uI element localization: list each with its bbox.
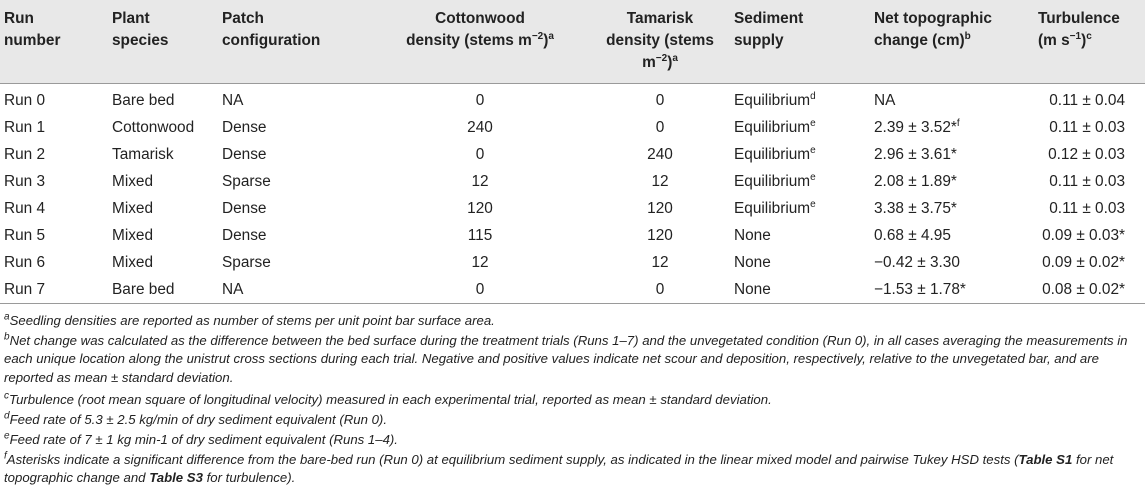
cell-net-change: 2.08 ± 1.89* bbox=[874, 173, 957, 190]
header-sediment-supply: Sediment supply bbox=[734, 10, 804, 49]
cell-patch: Sparse bbox=[222, 173, 271, 190]
table-body bbox=[0, 84, 1145, 304]
footnote-a: $^a$Seedling densities are reported as number of stems per unit point bar surface area. bbox=[4, 311, 495, 328]
cell-net-change: −1.53 ± 1.78* bbox=[870, 276, 1034, 304]
cell-species: Bare bed bbox=[108, 276, 218, 304]
footnote-c: $^c$Turbulence (root mean square of longitudinal velocity) measured in each experimental trial, reported as mean ± standard deviation. bbox=[4, 390, 772, 407]
cell-run: Run 3 bbox=[4, 173, 46, 190]
cell-tamarisk: 12 bbox=[651, 173, 669, 190]
cell-patch: NA bbox=[222, 92, 244, 109]
table-row bbox=[0, 141, 1145, 168]
cell-cottonwood: 240 bbox=[467, 119, 493, 136]
cell-turbulence: 0.09 ± 0.02* bbox=[1042, 254, 1125, 271]
cell-sediment: None bbox=[734, 227, 771, 244]
cell-species: Mixed bbox=[112, 173, 154, 190]
footnote-f: $^f$Asterisks indicate a significant difference from the bare-bed run (Run 0) at equilibrium sediment supply, as indicated in the linear mixed model and pairwise Tukey HSD tests (Table S1 for net topographic change and Table S3 for turbulence). bbox=[4, 450, 1114, 486]
cell-turbulence: 0.11 ± 0.03 bbox=[1049, 173, 1125, 190]
table-row bbox=[0, 84, 1145, 115]
cell-species: Mixed bbox=[112, 200, 154, 217]
cell-run: Run 1 bbox=[4, 119, 46, 136]
table-row bbox=[0, 114, 1145, 141]
header-tamarisk-density: Tamarisk density (stems $m^{-2})^a$ bbox=[606, 10, 714, 71]
cell-net-change: 0.68 ± 4.95 bbox=[874, 227, 951, 244]
cell-species: Tamarisk bbox=[112, 146, 174, 163]
cell-net-change: NA bbox=[874, 92, 896, 109]
cell-tamarisk: 0 bbox=[590, 276, 730, 304]
cell-cottonwood: 12 bbox=[471, 173, 489, 190]
cell-run: Run 7 bbox=[0, 276, 108, 304]
header-turbulence: Turbulence (m $s^{-1})^c$ bbox=[1038, 10, 1120, 49]
cell-net-change: 3.38 ± 3.75* bbox=[874, 200, 957, 217]
cell-run: Run 6 bbox=[4, 254, 46, 271]
cell-sediment: Equilibrium$^e$ bbox=[734, 144, 816, 163]
header-net-topographic-change: Net topographic change (cm)$^b$ bbox=[874, 10, 992, 49]
cell-tamarisk: 0 bbox=[655, 119, 665, 136]
table-header bbox=[0, 0, 1145, 84]
cell-turbulence: 0.12 ± 0.03 bbox=[1048, 146, 1125, 163]
cell-sediment: Equilibrium$^d$ bbox=[734, 90, 816, 109]
cell-tamarisk: 120 bbox=[647, 227, 673, 244]
cell-patch: Dense bbox=[222, 227, 267, 244]
footnote-b: $^b$Net change was calculated as the difference between the bed surface during the treatment trials (Runs 1–7) and the unvegetated condition (Run 0), in all cases averaging the measurements in each unique location along the unistrut cross sections during each trial. Negative and positive values indicate net scour and deposition, respectively, relative to the unvegetated bar, and are reported as mean ± standard deviation. bbox=[4, 331, 1128, 385]
table-row bbox=[0, 249, 1145, 276]
cell-sediment: Equilibrium$^e$ bbox=[734, 198, 816, 217]
cell-run: Run 0 bbox=[4, 92, 46, 109]
footnote-d: $^d$Feed rate of 5.3 ± 2.5 kg/min of dry sediment equivalent (Run 0). bbox=[4, 410, 387, 427]
cell-species: Mixed bbox=[112, 227, 154, 244]
cell-species: Cottonwood bbox=[112, 119, 195, 136]
cell-cottonwood: 120 bbox=[467, 200, 493, 217]
cell-run: Run 2 bbox=[4, 146, 46, 163]
cell-net-change: 2.39 ± 3.52*$^f$ bbox=[874, 117, 960, 136]
cell-net-change: −0.42 ± 3.30 bbox=[874, 254, 960, 271]
table-row bbox=[0, 222, 1145, 249]
cell-turbulence: 0.11 ± 0.03 bbox=[1049, 119, 1125, 136]
cell-tamarisk: 240 bbox=[647, 146, 673, 163]
cell-turbulence: 0.09 ± 0.03* bbox=[1042, 227, 1125, 244]
cell-sediment: Equilibrium$^e$ bbox=[734, 171, 816, 190]
cell-patch: Dense bbox=[222, 119, 267, 136]
cell-species: Mixed bbox=[112, 254, 154, 271]
table-row bbox=[0, 168, 1145, 195]
cell-cottonwood: 0 bbox=[475, 146, 485, 163]
cell-turbulence: 0.11 ± 0.03 bbox=[1049, 200, 1125, 217]
cell-turbulence: 0.08 ± 0.02* bbox=[1034, 276, 1145, 304]
footnote-e: $^e$Feed rate of 7 ± 1 kg min-1 of dry sediment equivalent (Runs 1–4). bbox=[4, 430, 398, 447]
cell-tamarisk: 120 bbox=[647, 200, 673, 217]
header-patch-configuration: Patch configuration bbox=[222, 10, 321, 49]
cell-patch: NA bbox=[218, 276, 370, 304]
header-run-number: Run number bbox=[4, 10, 61, 49]
cell-tamarisk: 0 bbox=[655, 92, 665, 109]
cell-cottonwood: 12 bbox=[471, 254, 489, 271]
cell-cottonwood: 0 bbox=[475, 92, 485, 109]
cell-net-change: 2.96 ± 3.61* bbox=[874, 146, 957, 163]
cell-patch: Dense bbox=[222, 200, 267, 217]
cell-patch: Sparse bbox=[222, 254, 271, 271]
header-cottonwood-density: Cottonwood density (stems $m^{-2})^a$ bbox=[406, 10, 554, 49]
cell-sediment: Equilibrium$^e$ bbox=[734, 117, 816, 136]
cell-tamarisk: 12 bbox=[651, 254, 669, 271]
table-row bbox=[0, 276, 1145, 304]
table-s3-ref: Table S3 bbox=[149, 470, 203, 486]
cell-sediment: None bbox=[730, 276, 870, 304]
cell-patch: Dense bbox=[222, 146, 267, 163]
header-plant-species: Plant species bbox=[112, 10, 169, 49]
cell-species: Bare bed bbox=[112, 92, 175, 109]
cell-run: Run 4 bbox=[4, 200, 46, 217]
cell-turbulence: 0.11 ± 0.04 bbox=[1049, 92, 1125, 109]
cell-cottonwood: 115 bbox=[467, 227, 493, 244]
table-row bbox=[0, 195, 1145, 222]
table-s1-ref: Table S1 bbox=[1018, 452, 1073, 467]
cell-sediment: None bbox=[734, 254, 771, 271]
cell-cottonwood: 0 bbox=[370, 276, 590, 304]
cell-run: Run 5 bbox=[4, 227, 46, 244]
